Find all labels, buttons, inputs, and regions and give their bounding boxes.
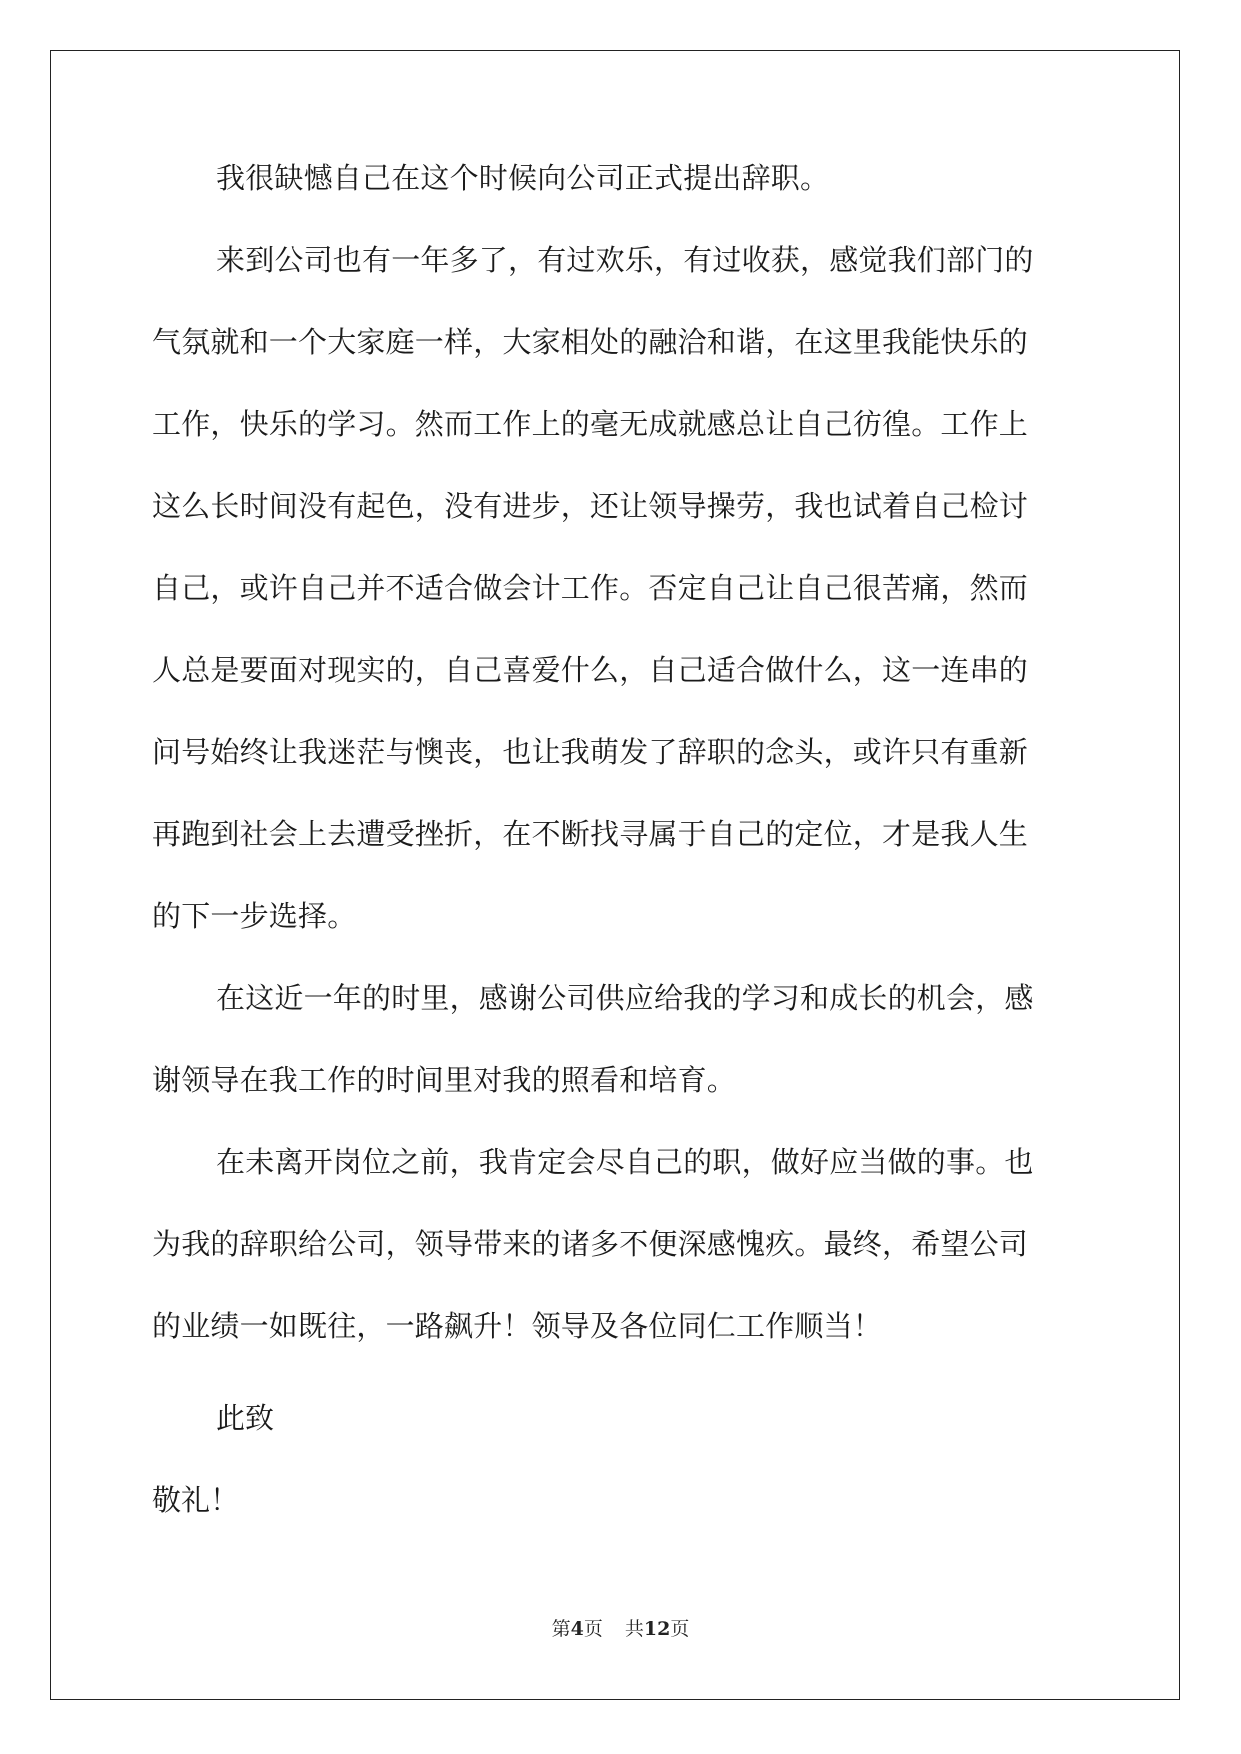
text-line: 再跑到社会上去遭受挫折，在不断找寻属于自己的定位，才是我人生 xyxy=(152,817,1029,851)
total-suffix: 页 xyxy=(670,1618,690,1640)
text-line: 气氛就和一个大家庭一样，大家相处的融洽和谐，在这里我能快乐的 xyxy=(152,325,1029,359)
text-line: 这么长时间没有起色，没有进步，还让领导操劳，我也试着自己检讨 xyxy=(152,489,1029,523)
total-pages: 12 xyxy=(643,1618,671,1640)
text-line: 工作，快乐的学习。然而工作上的毫无成就感总让自己彷徨。工作上 xyxy=(152,407,1029,441)
total-prefix: 共 xyxy=(624,1618,644,1640)
text-line: 在这近一年的时里，感谢公司供应给我的学习和成长的机会，感 xyxy=(216,981,1034,1015)
text-line: 为我的辞职给公司，领导带来的诸多不便深感愧疚。最终，希望公司 xyxy=(152,1227,1029,1261)
closing-text: 此致 xyxy=(216,1401,275,1435)
text-line: 谢领导在我工作的时间里对我的照看和培育。 xyxy=(152,1063,737,1097)
text-line: 的业绩一如既往，一路飙升！领导及各位同仁工作顺当！ xyxy=(152,1309,883,1343)
text-line: 的下一步选择。 xyxy=(152,899,357,933)
text-line: 来到公司也有一年多了，有过欢乐，有过收获，感觉我们部门的 xyxy=(216,243,1034,277)
text-line: 自己，或许自己并不适合做会计工作。否定自己让自己很苦痛，然而 xyxy=(152,571,1029,605)
letter-body xyxy=(152,158,1092,1388)
page-number: 4 xyxy=(570,1618,584,1640)
page-footer xyxy=(0,1614,1241,1641)
page-suffix: 页 xyxy=(583,1618,603,1640)
text-line: 问号始终让我迷茫与懊丧，也让我萌发了辞职的念头，或许只有重新 xyxy=(152,735,1029,769)
text-line: 人总是要面对现实的，自己喜爱什么，自己适合做什么，这一连串的 xyxy=(152,653,1029,687)
page-prefix: 第 xyxy=(551,1618,571,1640)
salutation-text: 敬礼！ xyxy=(152,1483,240,1517)
text-line: 我很缺憾自己在这个时候向公司正式提出辞职。 xyxy=(216,161,830,195)
text-line: 在未离开岗位之前，我肯定会尽自己的职，做好应当做的事。也 xyxy=(216,1145,1034,1179)
